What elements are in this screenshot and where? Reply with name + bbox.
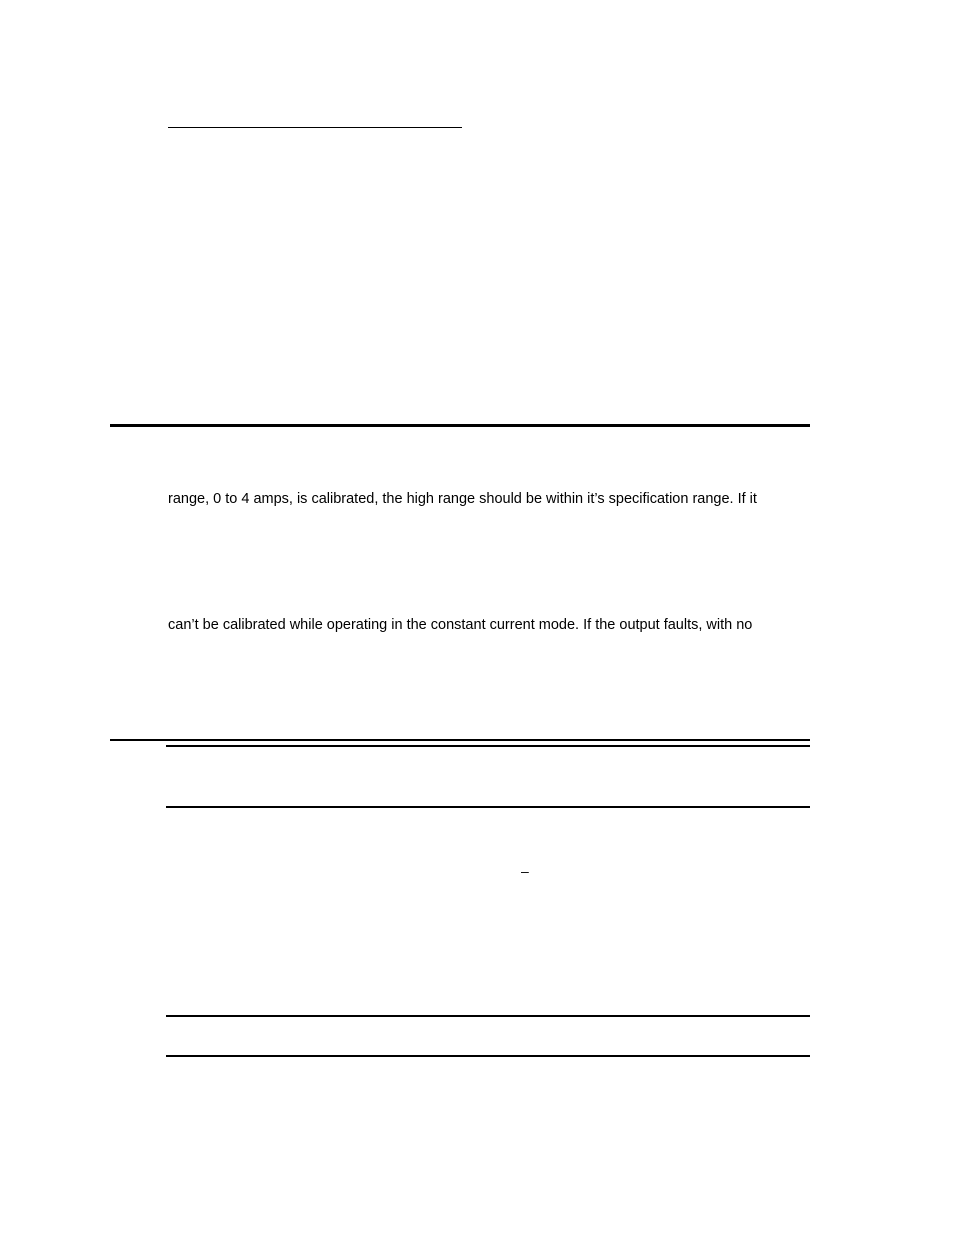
table-top-rule-outer [110,739,810,741]
table-header-rule [166,806,810,808]
paragraph-line-1: range, 0 to 4 amps, is calibrated, the high range should be within it’s specification range. If it [168,491,757,507]
section-divider-rule [110,424,810,427]
table-lower-rule-1 [166,1015,810,1017]
paragraph-line-2: can’t be calibrated while operating in the constant current mode. If the output faults, with no [168,617,753,633]
table-lower-rule-2 [166,1055,810,1057]
table-top-rule-inner [166,745,810,747]
top-short-rule [168,127,462,128]
table-cell-dash: – [521,863,529,879]
